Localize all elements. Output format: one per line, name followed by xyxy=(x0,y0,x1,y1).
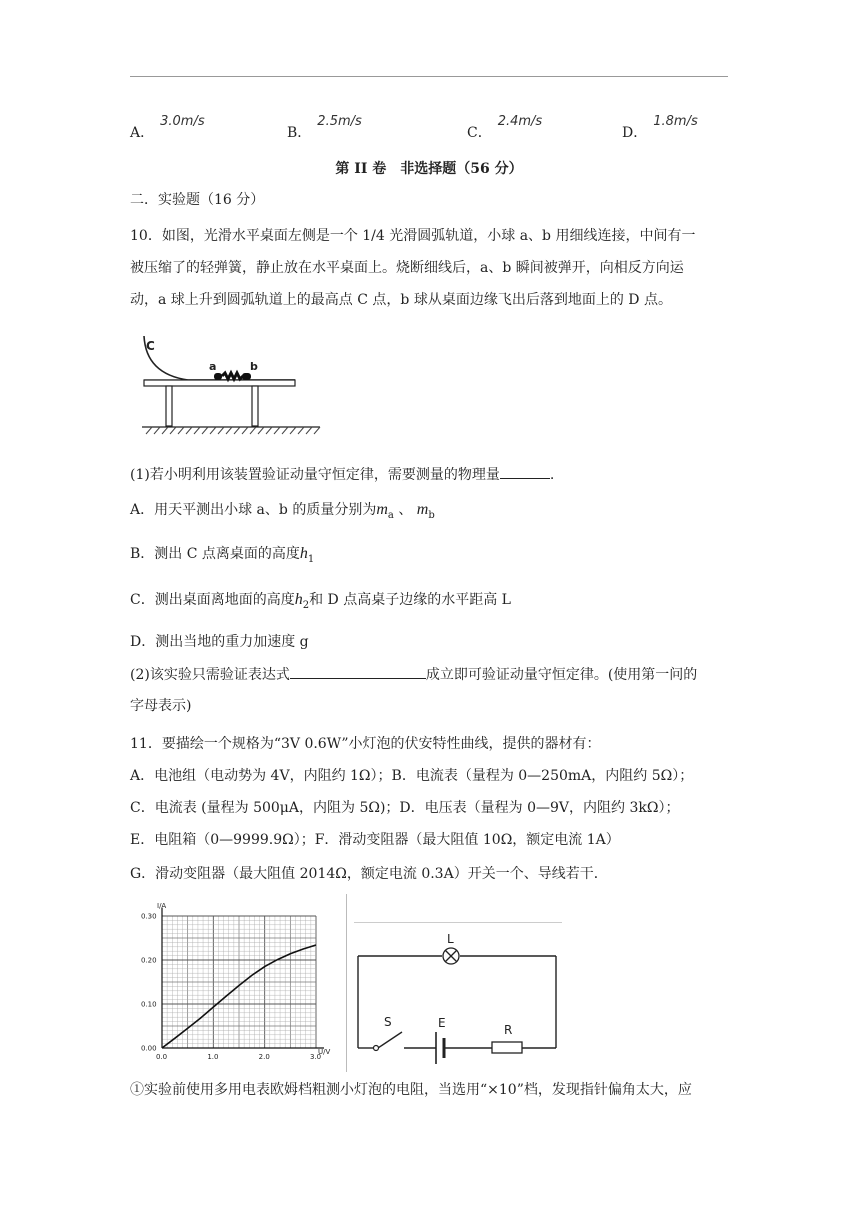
q11-line-3: C．电流表 (量程为 500μA，内阻为 5Ω)；D．电压表（量程为 0—9V，内阻约 3kΩ）； xyxy=(130,800,680,816)
label-c: C xyxy=(146,339,155,353)
y-axis-label: I/A xyxy=(157,902,167,910)
y-tick-label: 0.00 xyxy=(141,1044,157,1053)
q10-option-d: D．测出当地的重力加速度 g xyxy=(130,634,309,650)
q10-line-2: 被压缩了的轻弹簧，静止放在水平桌面上。烧断细线后，a、b 瞬间被弹开，向相反方向运 xyxy=(130,260,684,276)
q10-sub2-line2: 字母表示) xyxy=(130,698,192,714)
option-a: A．3.0m/s xyxy=(130,114,205,141)
answer-blank-2[interactable] xyxy=(290,664,426,679)
table-leg-right xyxy=(252,386,258,426)
resistor-label: R xyxy=(504,1023,513,1037)
circuit-diagram xyxy=(352,926,564,1068)
x-axis-label: U/V xyxy=(318,1048,331,1056)
q10-sub1: (1)若小明利用该装置验证动量守恒定律，需要测量的物理量 . xyxy=(130,464,554,485)
y-tick-label: 0.10 xyxy=(141,1000,157,1009)
x-tick-label: 2.0 xyxy=(258,1053,270,1061)
lamp xyxy=(443,948,459,964)
table-leg-left xyxy=(166,386,172,426)
answer-blank-1[interactable] xyxy=(500,464,550,479)
circuit-frame-top xyxy=(354,922,562,923)
y-tick-label: 0.30 xyxy=(141,912,157,921)
ball-b xyxy=(242,373,251,380)
q11-line-2: A．电池组（电动势为 4V，内阻约 1Ω）；B．电流表（量程为 0—250mA，内阻约 5Ω）； xyxy=(130,768,694,784)
q10-line-1: 10．如图，光滑水平桌面左侧是一个 1/4 光滑圆弧轨道，小球 a、b 用细线连接，中间有一 xyxy=(130,228,696,244)
label-b: b xyxy=(250,360,258,373)
battery xyxy=(436,1032,444,1064)
x-tick-label: 0.0 xyxy=(156,1053,168,1061)
x-tick-label: 3.0 xyxy=(310,1053,322,1061)
y-tick-label: 0.20 xyxy=(141,956,157,965)
label-a: a xyxy=(209,360,217,373)
section-title: 第 II 卷 非选择题（56 分） xyxy=(335,161,523,177)
option-b: B．2.5m/s xyxy=(287,114,362,141)
figure-divider xyxy=(346,894,347,1072)
part-title: 二．实验题（16 分） xyxy=(130,192,265,208)
x-tick-label: 1.0 xyxy=(207,1053,219,1061)
q10-option-b: B．测出 C 点离桌面的高度$h_1$ xyxy=(130,545,315,565)
option-c: C．2.4m/s xyxy=(467,114,543,141)
q11-line-5: G．滑动变阻器（最大阻值 2014Ω，额定电流 0.3A）开关一个、导线若干． xyxy=(130,866,608,882)
option-d: D．1.8m/s xyxy=(622,114,698,141)
iv-chart xyxy=(126,896,346,1076)
switch-label: S xyxy=(384,1015,392,1029)
header-rule xyxy=(130,76,728,77)
q10-option-c: C．测出桌面离地面的高度$h_2$和 D 点高桌子边缘的水平距高 L xyxy=(130,591,511,611)
q11-last-line: ①实验前使用多用电表欧姆档粗测小灯泡的电阻，当选用“×10”档，发现指针偏角太大，应 xyxy=(130,1082,692,1098)
q10-option-a: A．用天平测出小球 a、b 的质量分别为$m_a$ 、 $m_b$ xyxy=(130,501,435,521)
switch-pivot xyxy=(374,1046,379,1051)
q10-sub2: (2)该实验只需验证表达式 成立即可验证动量守恒定律。(使用第一问的 xyxy=(130,664,697,685)
spring xyxy=(222,373,243,379)
q10-line-3: 动，a 球上升到圆弧轨道上的最高点 C 点，b 球从桌面边缘飞出后落到地面上的 D 点。 xyxy=(130,292,672,308)
ball-a xyxy=(214,373,222,380)
q10-figure xyxy=(140,334,325,446)
table-top xyxy=(144,380,295,386)
q11-line-4: E．电阻箱（0—9999.9Ω）；F．滑动变阻器（最大阻值 10Ω，额定电流 1A） xyxy=(130,832,620,848)
resistor xyxy=(492,1042,522,1053)
lamp-label: L xyxy=(447,932,454,946)
q11-line-1: 11．要描绘一个规格为“3V 0.6W”小灯泡的伏安特性曲线，提供的器材有： xyxy=(130,736,601,752)
battery-label: E xyxy=(438,1016,446,1030)
